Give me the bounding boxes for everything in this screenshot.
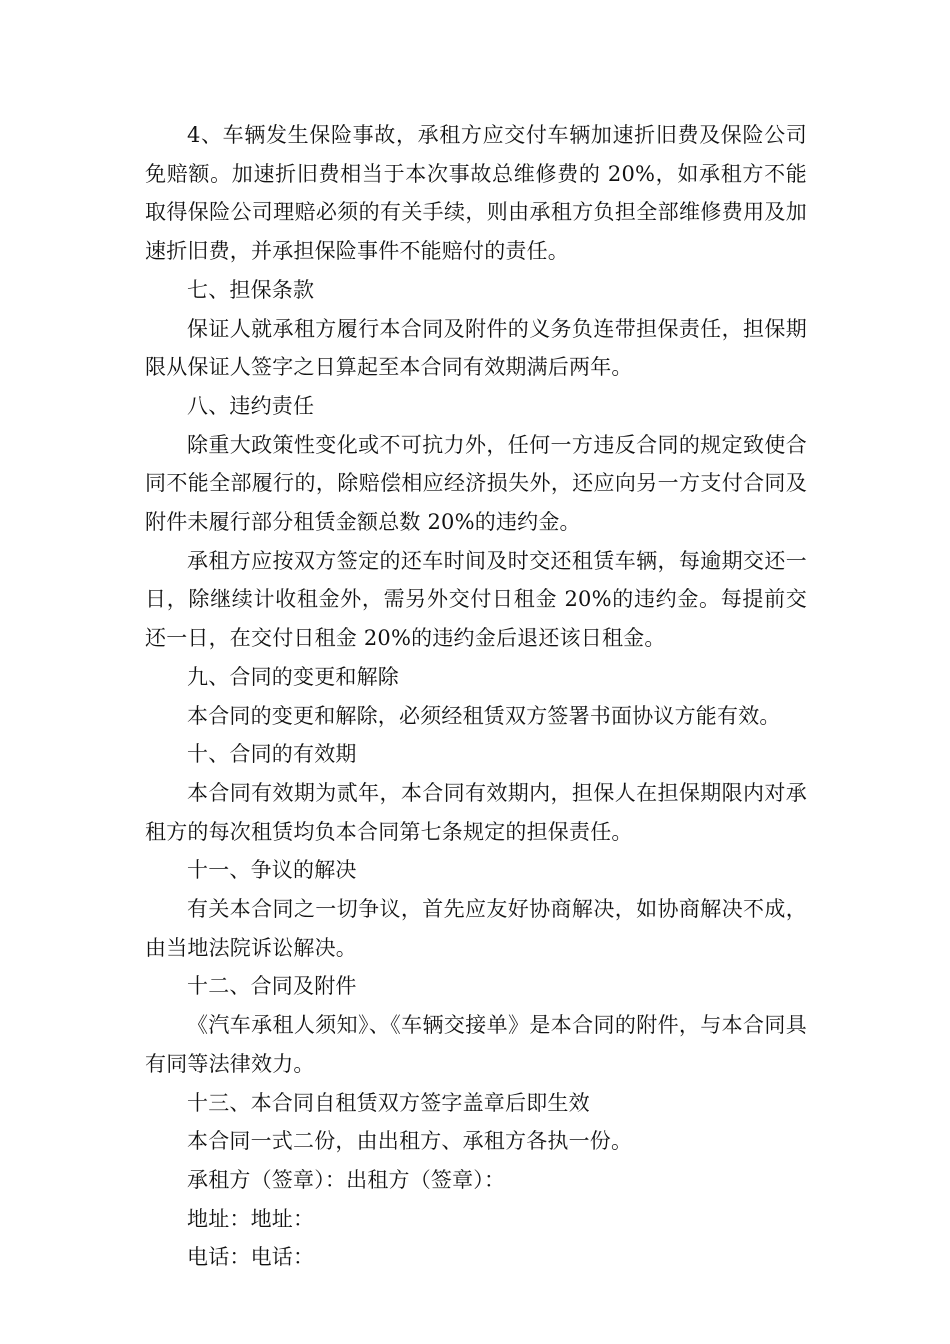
heading-validity-period: 十、合同的有效期 (187, 742, 357, 767)
paragraph-validity-period: 本合同有效期为贰年，本合同有效期内，担保人在担保期限内对承租方的每次租赁均负本合同第七条规定的担保责任。 (145, 780, 807, 844)
paragraph-contract-attachments: 《汽车承租人须知》、《车辆交接单》是本合同的附件，与本合同具有同等法律效力。 (145, 1013, 807, 1076)
paragraph-guarantee: 保证人就承租方履行本合同及附件的义务负连带担保责任，担保期限从保证人签字之日算起至本合同有效期满后两年。 (145, 316, 807, 380)
paragraph-breach-1: 除重大政策性变化或不可抗力外，任何一方违反合同的规定致使合同不能全部履行的，除赔偿相应经济损失外，还应向另一方支付合同及附件未履行部分租赁金额总数 20%的违约金。 (145, 432, 807, 535)
heading-guarantee-clause: 七、担保条款 (187, 277, 315, 302)
phone-line: 电话：电话： (187, 1245, 315, 1270)
paragraph-clause-4-insurance: 4、车辆发生保险事故，承租方应交付车辆加速折旧费及保险公司免赔额。加速折旧费相当于本次事故总维修费的 20%，如承租方不能取得保险公司理赔必须的有关手续，则由承租方负担全部维修费用及加速折旧费，并承担保险事件不能赔付的责任。 (145, 123, 807, 264)
heading-effective-upon-signing: 十三、本合同自租赁双方签字盖章后即生效 (187, 1090, 590, 1115)
heading-change-termination: 九、合同的变更和解除 (187, 664, 399, 689)
signature-line: 承租方（签章）：出租方（签章）： (187, 1167, 506, 1192)
paragraph-breach-2: 承租方应按双方签定的还车时间及时交还租赁车辆，每逾期交还一日，除继续计收租金外，需另外交付日租金 20%的违约金。每提前交还一日，在交付日租金 20%的违约金后退还该日租金。 (145, 548, 807, 651)
paragraph-copies: 本合同一式二份，由出租方、承租方各执一份。 (187, 1129, 633, 1154)
heading-breach-liability: 八、违约责任 (187, 393, 315, 418)
address-line: 地址：地址： (187, 1206, 315, 1231)
paragraph-change-termination: 本合同的变更和解除，必须经租赁双方签署书面协议方能有效。 (187, 703, 781, 728)
heading-dispute-resolution: 十一、争议的解决 (187, 858, 357, 883)
heading-contract-attachments: 十二、合同及附件 (187, 974, 357, 999)
paragraph-dispute-resolution: 有关本合同之一切争议，首先应友好协商解决，如协商解决不成，由当地法院诉讼解决。 (145, 897, 807, 960)
document-body (145, 116, 807, 1277)
